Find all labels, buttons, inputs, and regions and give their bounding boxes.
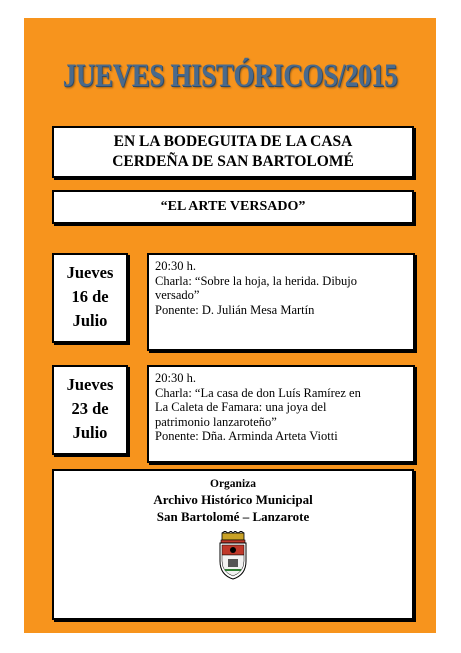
event-talk-line: Charla: “Sobre la hoja, la herida. Dibujo <box>155 273 358 288</box>
organizer-line-2: San Bartolomé – Lanzarote <box>156 509 310 524</box>
event-talk-line: Charla: “La casa de don Luís Ramírez en <box>155 385 361 400</box>
organizer-line-1: Archivo Histórico Municipal <box>153 492 313 507</box>
event-date-box <box>52 253 128 343</box>
venue-box <box>52 126 414 178</box>
event-time: 20:30 h. <box>155 259 196 273</box>
organizer-box <box>52 469 414 620</box>
event-details-box <box>147 253 415 351</box>
event-date-box <box>52 365 128 455</box>
event-details-box <box>147 365 415 463</box>
venue-line-2: CERDEÑA DE SAN BARTOLOMÉ <box>112 153 354 170</box>
venue-line-1: EN LA BODEGUITA DE LA CASA <box>113 133 353 150</box>
event-time: 20:30 h. <box>155 371 196 385</box>
event-day: 23 de <box>71 399 109 418</box>
event-day: 16 de <box>71 287 109 306</box>
poster <box>24 18 436 633</box>
event-talk-line: La Caleta de Famara: una joya del <box>155 400 327 414</box>
event-speaker: Ponente: D. Julián Mesa Martín <box>155 302 315 317</box>
poster-title: JUEVES HISTÓRICOS/2015 <box>62 58 398 94</box>
event-talk-line: versado” <box>155 288 200 302</box>
series-title: “EL ARTE VERSADO” <box>52 190 414 224</box>
event-weekday: Jueves <box>66 263 114 282</box>
municipal-coat-of-arms-icon <box>216 531 250 581</box>
event-month: Julio <box>72 311 108 330</box>
event-month: Julio <box>72 423 108 442</box>
event-speaker: Ponente: Dña. Arminda Arteta Viotti <box>155 429 338 443</box>
organizer-label: Organiza <box>210 478 256 490</box>
event-talk-line: patrimonio lanzaroteño” <box>155 414 277 429</box>
event-weekday: Jueves <box>66 375 114 394</box>
